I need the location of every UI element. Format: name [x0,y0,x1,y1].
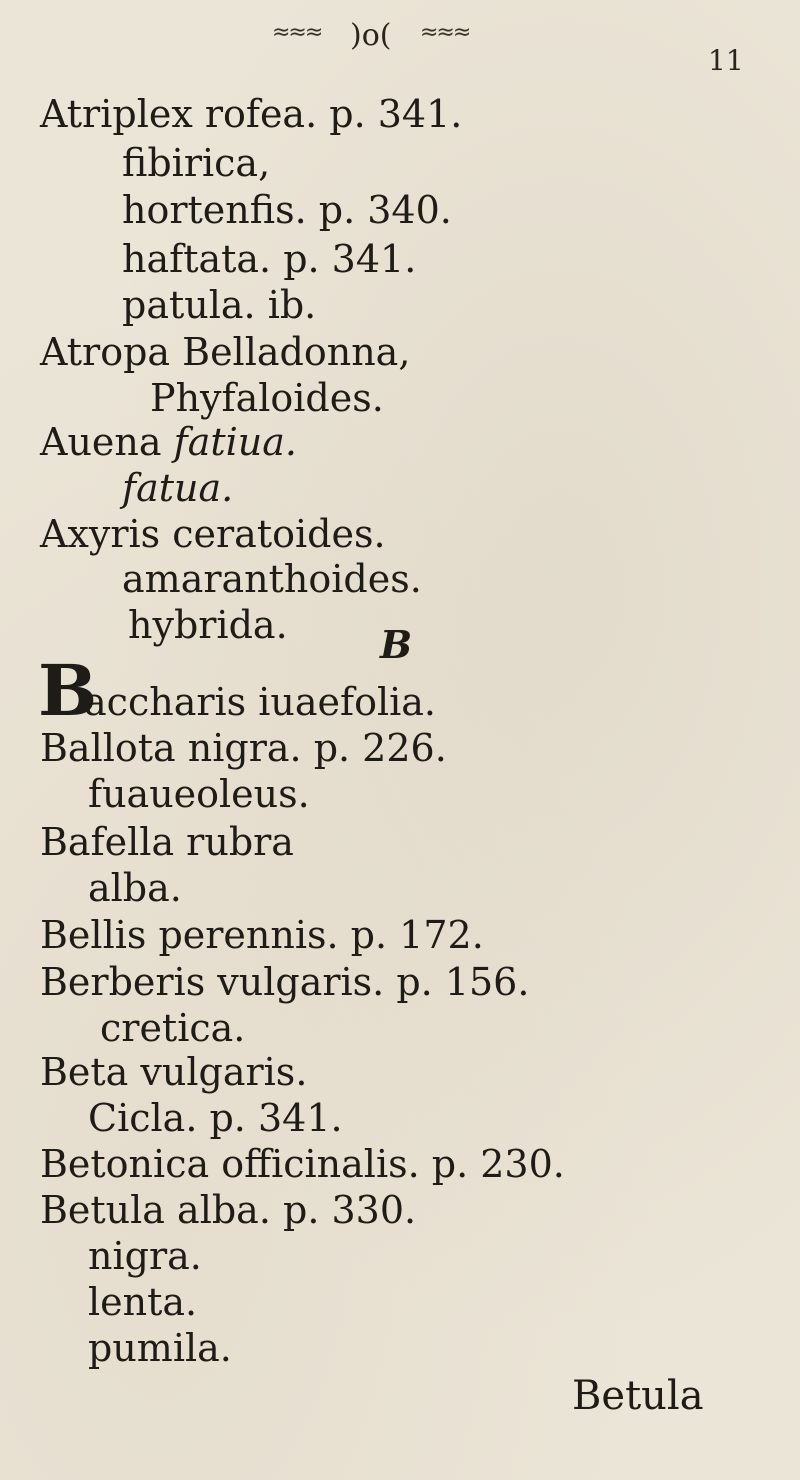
page-number: 11 [708,44,744,77]
entry-line [40,820,294,864]
entry-line [88,1096,343,1140]
entry-line [40,512,386,556]
entry-text: Atropa Belladonna, [40,330,411,374]
entry-text: Bafella rubra [40,820,294,864]
entry-line [150,376,384,420]
entry-line [40,913,484,957]
entry-text: Betula alba. p. 330. [40,1188,417,1232]
entry-line [40,726,447,770]
entry-line [84,680,436,724]
entry-text: Axyris ceratoides. [40,512,386,556]
entry-line [128,603,288,647]
entry-text: pumila. [88,1326,232,1370]
entry-line [122,237,416,281]
entry-line [40,960,529,1004]
header-ornament-left: ≈≈≈ [272,20,322,45]
entry-text: hortenfis. p. 340. [122,188,452,232]
entry-text: Phyfaloides. [150,376,384,420]
entry-line [122,283,316,327]
entry-text: alba. [88,866,182,910]
entry-line [40,330,410,374]
entry-line [122,188,452,232]
entry-line [40,92,462,136]
entry-line [40,1050,307,1094]
entry-line [88,1280,197,1324]
entry-text: nigra. [88,1234,202,1278]
entry-text: hybrida. [128,603,288,647]
entry-text: Ballota nigra. p. 226. [40,726,447,770]
entry-line [40,420,297,464]
entry-line [40,1188,416,1232]
entry-text: Betonica officinalis. p. 230. [40,1142,565,1186]
entry-italic: fatua. [122,466,234,510]
entry-line [88,1326,232,1370]
entry-text: lenta. [88,1280,198,1324]
entry-italic: fatiua. [173,420,297,464]
entry-line [88,1234,202,1278]
entry-text: Cicla. p. 341. [88,1096,343,1140]
drop-cap: B [38,649,98,732]
entry-line [40,1142,565,1186]
entry-text: Atriplex rofea. p. 341. [40,92,463,136]
entry-line [100,1006,245,1050]
entry-text: Auena [40,420,162,464]
catchword: Betula [572,1373,704,1419]
entry-text: amaranthoides. [122,557,422,601]
entry-text: accharis iuaefolia. [84,680,437,724]
entry-text: cretica. [100,1006,246,1050]
entry-line [122,557,422,601]
header-ornament-right: ≈≈≈ [420,20,470,45]
section-letter: B [380,622,413,667]
entry-line [122,466,233,510]
entry-text: haftata. p. 341. [122,237,417,281]
entry-text: Berberis vulgaris. p. 156. [40,960,530,1004]
entry-line [88,772,310,816]
entry-text: Bellis perennis. p. 172. [40,913,484,957]
entry-text: fibirica, [122,141,271,185]
header-mark: )o( [350,18,392,53]
entry-text: Beta vulgaris. [40,1050,308,1094]
entry-line [122,141,270,185]
entry-text: patula. ib. [122,283,317,327]
entry-line [88,866,182,910]
entry-text: fuaueoleus. [88,772,310,816]
page-header [0,18,800,77]
